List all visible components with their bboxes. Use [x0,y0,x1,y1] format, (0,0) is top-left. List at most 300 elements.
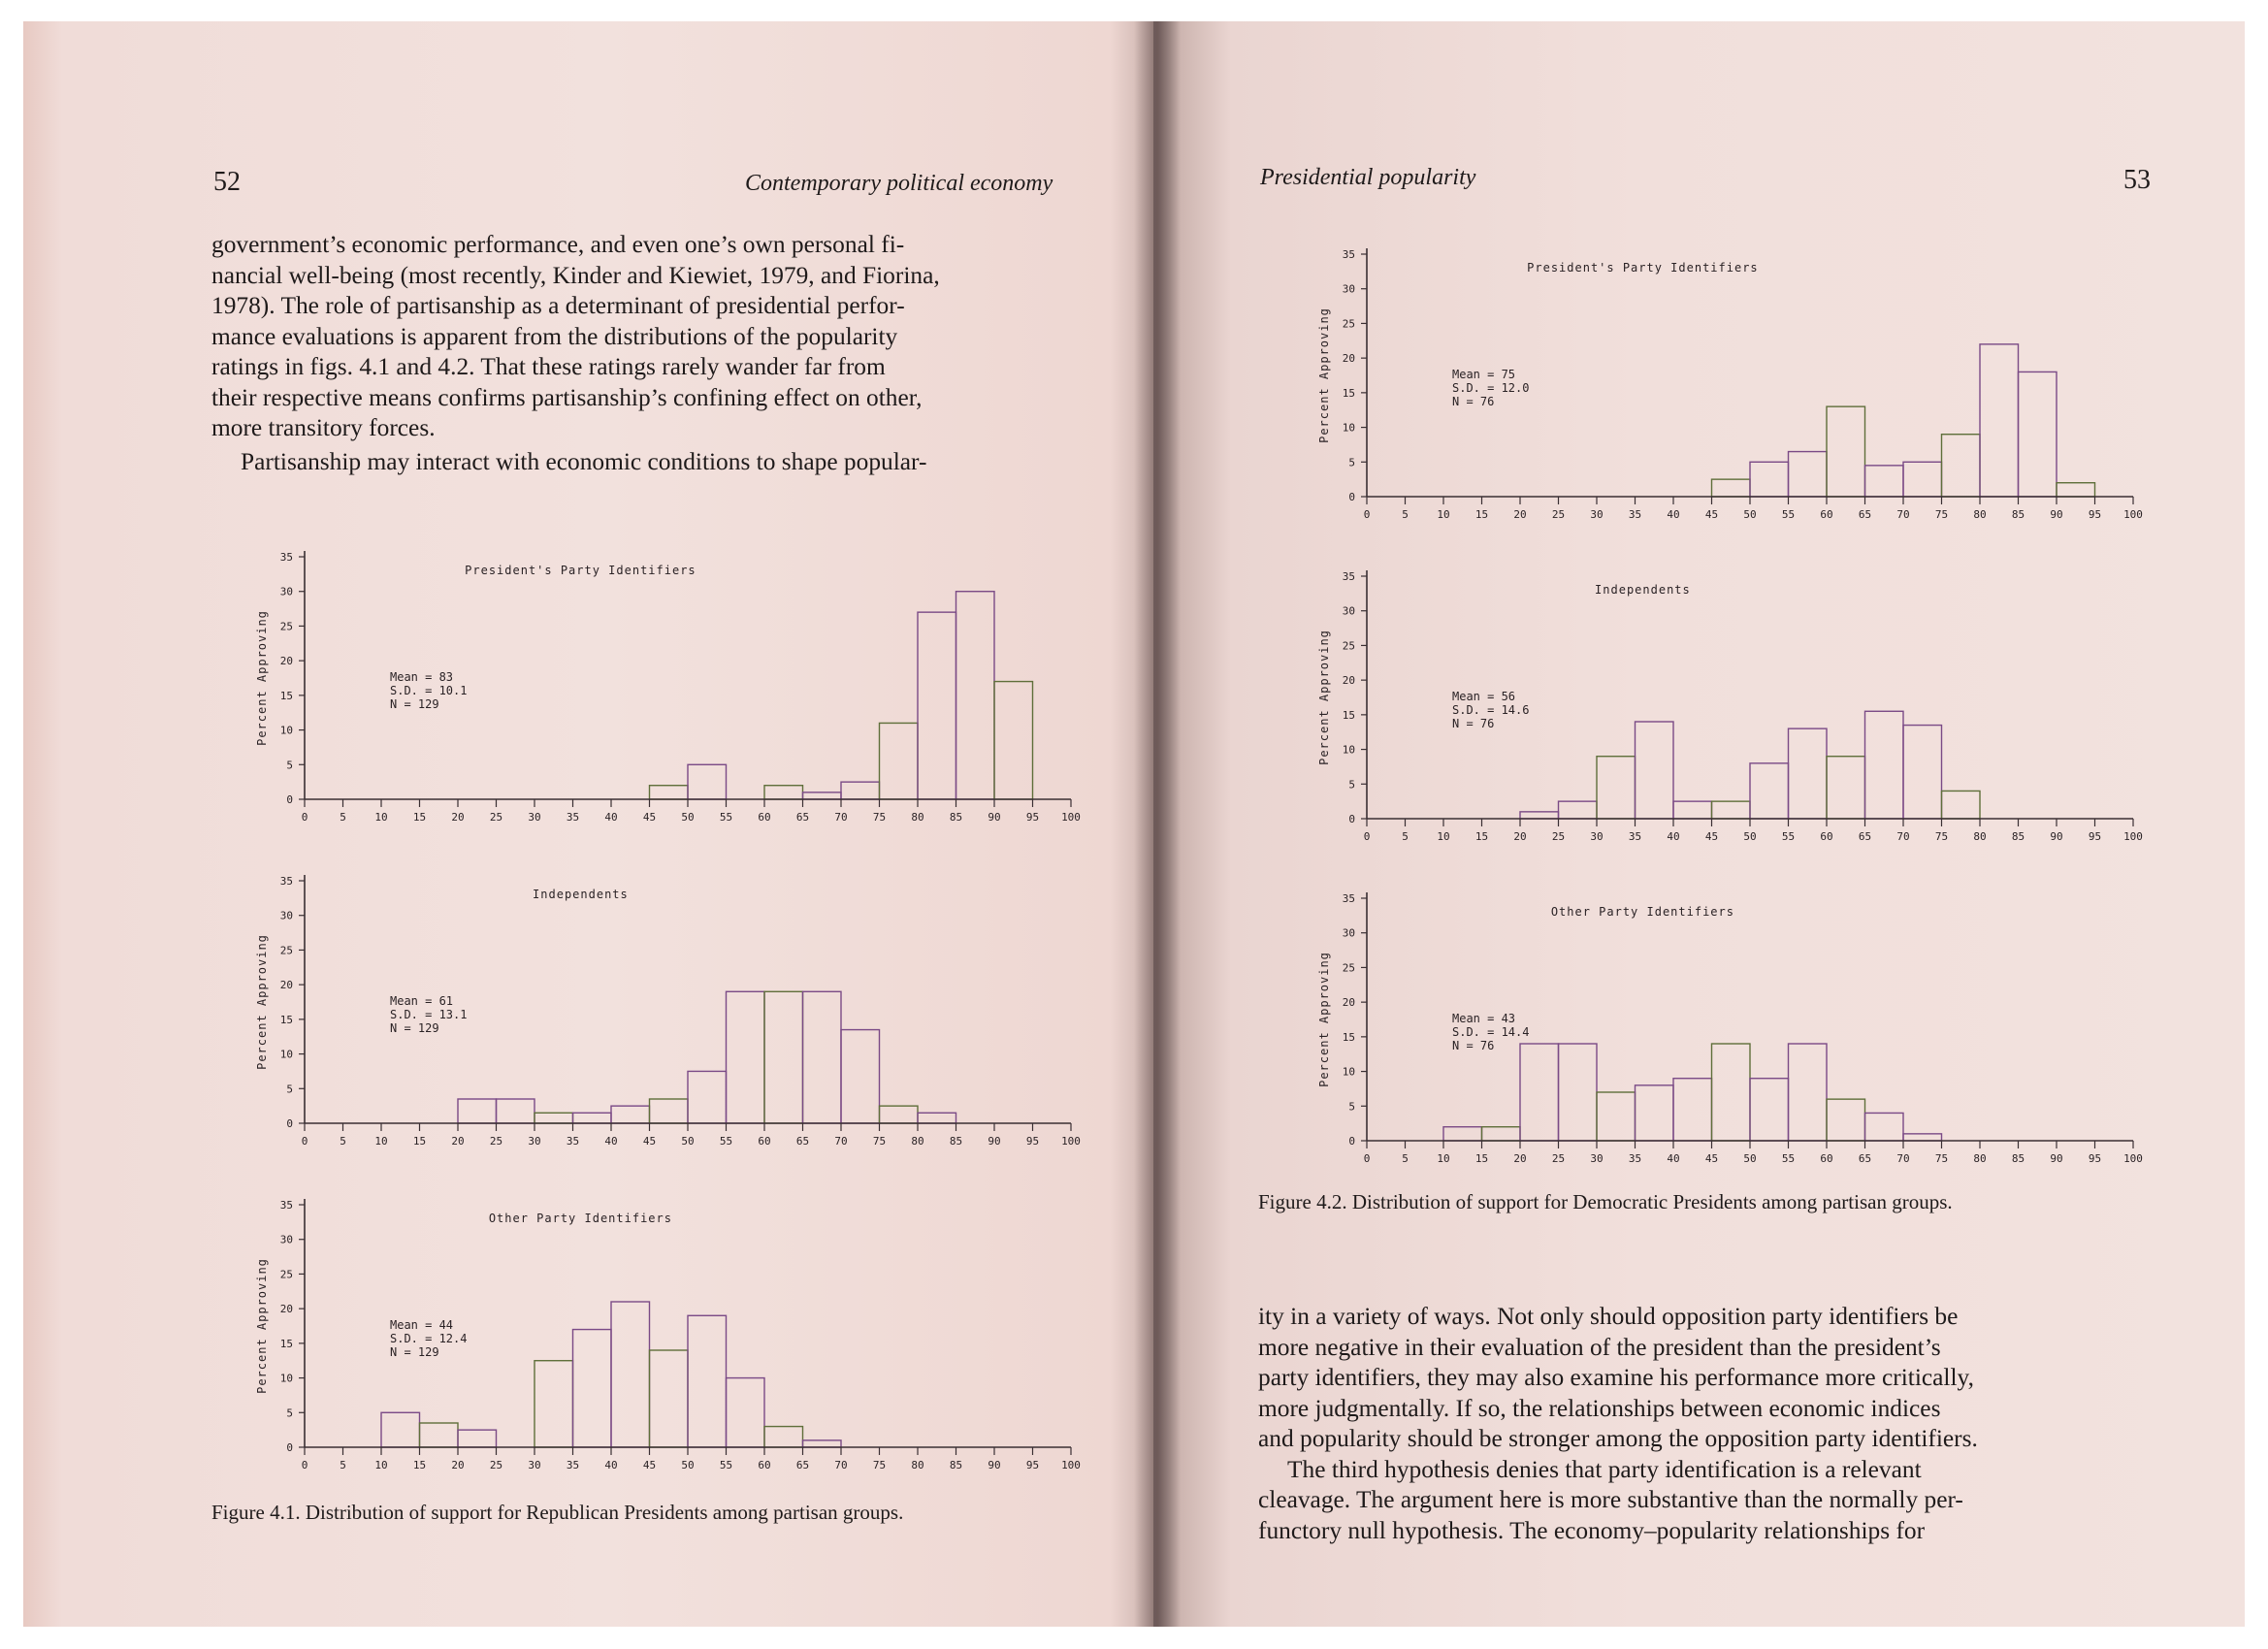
text-line: functory null hypothesis. The economy–popularity relationships for [1258,1516,1926,1544]
x-tick-label: 0 [1363,830,1371,843]
histogram-bar [1903,1134,1942,1141]
x-tick-label: 50 [681,1459,695,1471]
y-tick-label: 10 [279,724,293,737]
y-axis-label: Percent Approving [1317,307,1331,443]
y-tick-label: 35 [1342,570,1355,583]
y-tick-label: 30 [1342,604,1355,618]
x-tick-label: 35 [1628,1152,1642,1165]
x-tick-label: 15 [412,1459,427,1471]
y-tick-label: 20 [1342,352,1355,366]
summary-statistic: Mean = 83 [390,670,454,684]
x-tick-label: 80 [911,811,924,824]
x-tick-label: 95 [2088,830,2102,843]
y-tick-label: 30 [279,1233,293,1246]
histogram-bar [1789,452,1828,497]
running-head-right: Presidential popularity [1260,165,1476,190]
figure-caption-text: Distribution of support for Democratic Presidents among partisan groups. [1351,1190,1953,1213]
x-tick-label: 70 [1896,508,1910,521]
text-line: 1978). The role of partisanship as a determinant of presidential perfor- [211,292,905,319]
summary-statistic: N = 76 [1452,717,1495,730]
x-tick-label: 45 [642,1459,657,1471]
histogram-bar [1903,726,1942,819]
x-tick-label: 35 [1628,830,1642,843]
histogram-bar [803,792,842,799]
x-tick-label: 20 [1513,508,1527,521]
histogram-bar [727,991,765,1123]
y-tick-label: 25 [279,1268,293,1281]
x-tick-label: 85 [2011,508,2025,521]
histogram-bar [458,1099,497,1123]
y-tick-label: 10 [1342,743,1355,757]
y-tick-label: 30 [279,585,293,598]
histogram-bar [880,723,919,799]
y-tick-label: 15 [279,1013,293,1026]
y-tick-label: 5 [1348,778,1355,792]
summary-statistic: Mean = 61 [390,994,454,1008]
x-tick-label: 95 [2088,508,2102,521]
histogram-bar [1942,435,1981,497]
y-tick-label: 10 [279,1048,293,1061]
x-tick-label: 55 [719,811,733,824]
histogram-bar [803,1440,842,1447]
figure-caption-4-2 [1258,1189,2143,1215]
summary-statistic: N = 76 [1452,1039,1495,1052]
x-tick-label: 70 [834,811,848,824]
x-tick-label: 40 [604,811,618,824]
x-tick-label: 0 [301,1459,308,1471]
x-tick-label: 5 [340,811,346,824]
x-tick-label: 5 [340,1459,346,1471]
histogram-bar [1980,344,2019,497]
x-tick-label: 45 [642,811,657,824]
x-tick-label: 70 [834,1135,848,1148]
y-tick-label: 0 [286,1117,293,1130]
histogram-bar [994,682,1033,799]
x-tick-label: 25 [489,811,503,824]
y-tick-label: 20 [279,979,293,992]
summary-statistic: N = 76 [1452,395,1495,408]
histogram-bar [1597,757,1636,819]
x-tick-label: 60 [758,1135,771,1148]
x-tick-label: 55 [1781,830,1796,843]
summary-statistic: S.D. = 13.1 [390,1008,468,1021]
histogram-bar [1750,462,1789,497]
x-tick-label: 80 [1973,1152,1987,1165]
x-tick-label: 25 [489,1135,503,1148]
x-tick-label: 15 [1474,830,1489,843]
y-tick-label: 5 [1348,456,1355,469]
x-tick-label: 55 [1781,508,1796,521]
x-tick-label: 30 [1590,508,1604,521]
histogram-fig41-presidents-party [246,545,1100,826]
chart-title: President's Party Identifiers [465,564,697,577]
histogram-bar [803,991,842,1123]
x-tick-label: 35 [566,1135,580,1148]
x-tick-label: 100 [2123,508,2143,521]
chart-title: Other Party Identifiers [1550,905,1734,919]
histogram-fig41-independents [246,869,1100,1150]
histogram-fig42-other-party [1309,887,2162,1168]
x-tick-label: 65 [795,811,810,824]
y-tick-label: 35 [279,875,293,888]
x-tick-label: 90 [2050,508,2063,521]
y-tick-label: 5 [1348,1100,1355,1114]
x-tick-label: 95 [1025,811,1040,824]
left-page [23,21,1153,1627]
y-tick-label: 30 [1342,282,1355,296]
x-tick-label: 100 [2123,830,2143,843]
histogram-bar [841,1030,880,1123]
histogram-bar [1789,728,1828,819]
x-tick-label: 95 [2088,1152,2102,1165]
summary-statistic: S.D. = 12.0 [1452,381,1530,395]
x-tick-label: 15 [1474,1152,1489,1165]
figure-caption-4-1 [211,1500,1110,1526]
x-tick-label: 90 [988,1459,1001,1471]
x-tick-label: 10 [1437,1152,1450,1165]
x-tick-label: 60 [1820,508,1833,521]
y-tick-label: 35 [1342,248,1355,261]
histogram-bar [1942,791,1981,819]
y-tick-label: 10 [1342,1065,1355,1079]
x-tick-label: 80 [1973,830,1987,843]
y-tick-label: 5 [286,1406,293,1420]
histogram-bar [1636,1085,1674,1141]
y-tick-label: 35 [1342,892,1355,905]
x-tick-label: 20 [451,1459,465,1471]
y-tick-label: 20 [279,655,293,668]
x-tick-label: 30 [528,811,541,824]
histogram-bar [1903,462,1942,497]
left-body-lines [211,230,1110,444]
histogram-bar [1597,1092,1636,1141]
x-tick-label: 0 [301,811,308,824]
histogram-bar [458,1430,497,1447]
text-line: more judgmentally. If so, the relationships between economic indices [1258,1394,1941,1422]
histogram-bar [918,612,956,799]
page-number-right: 53 [2123,165,2151,195]
histogram-bar [688,1071,727,1123]
histogram-bar [688,764,727,799]
y-tick-label: 0 [1348,813,1355,825]
x-tick-label: 10 [1437,508,1450,521]
text-line: The third hypothesis denies that party identification is a relevant [1287,1455,1922,1483]
histogram-fig41-other-party [246,1193,1100,1474]
y-tick-label: 0 [286,1441,293,1454]
running-head-left: Contemporary political economy [745,171,1053,196]
x-tick-label: 95 [1025,1459,1040,1471]
summary-statistic: Mean = 56 [1452,690,1516,703]
histogram-bar [764,786,803,799]
x-tick-label: 50 [1743,508,1757,521]
y-tick-label: 0 [1348,491,1355,503]
x-tick-label: 70 [1896,830,1910,843]
summary-statistic: N = 129 [390,697,439,711]
x-tick-label: 5 [340,1135,346,1148]
x-tick-label: 100 [1061,1135,1081,1148]
summary-statistic: Mean = 43 [1452,1012,1516,1025]
histogram-bar [420,1423,459,1447]
x-tick-label: 35 [566,811,580,824]
histogram-bar [1520,812,1559,819]
x-tick-label: 45 [642,1135,657,1148]
x-tick-label: 90 [2050,830,2063,843]
y-tick-label: 5 [286,759,293,772]
histogram-bar [1559,1044,1598,1141]
x-tick-label: 25 [489,1459,503,1471]
histogram-bar [1750,763,1789,819]
y-tick-label: 15 [1342,708,1355,722]
x-tick-label: 65 [1858,508,1872,521]
x-tick-label: 40 [604,1135,618,1148]
text-line: mance evaluations is apparent from the distributions of the popularity [211,322,898,350]
y-tick-label: 30 [1342,926,1355,940]
text-line: nancial well-being (most recently, Kinder and Kiewiet, 1979, and Fiorina, [211,261,940,289]
chart-title: Independents [1595,583,1691,597]
chart-title: President's Party Identifiers [1527,261,1759,275]
y-tick-label: 35 [279,551,293,564]
x-tick-label: 85 [949,1135,963,1148]
histogram-bar [918,1113,956,1123]
histogram-bar [1750,1079,1789,1141]
histogram-bar [764,1427,803,1447]
figure-label: Figure 4.1. [211,1501,301,1524]
text-line: more negative in their evaluation of the president than the president’s [1258,1333,1941,1361]
histogram-bar [1865,1113,1904,1141]
histogram-bar [535,1361,573,1447]
histogram-bar [1443,1127,1482,1141]
histogram-bar [650,786,689,799]
y-tick-label: 15 [1342,386,1355,400]
y-tick-label: 25 [1342,639,1355,653]
x-tick-label: 10 [374,1135,388,1148]
x-tick-label: 20 [1513,830,1527,843]
x-tick-label: 30 [528,1135,541,1148]
summary-statistic: S.D. = 14.4 [1452,1025,1530,1039]
x-tick-label: 45 [1704,508,1719,521]
histogram-bar [727,1378,765,1447]
y-tick-label: 25 [1342,317,1355,331]
x-tick-label: 0 [1363,1152,1371,1165]
summary-statistic: S.D. = 14.6 [1452,703,1530,717]
x-tick-label: 55 [1781,1152,1796,1165]
histogram-bar [611,1106,650,1123]
y-axis-label: Percent Approving [1317,952,1331,1087]
histogram-bar [956,592,995,799]
x-tick-label: 50 [681,811,695,824]
histogram-bar [2057,483,2095,497]
text-line: ity in a variety of ways. Not only should opposition party identifiers be [1258,1303,1959,1330]
text-line: more transitory forces. [211,414,436,441]
histogram-bar [841,782,880,799]
x-tick-label: 5 [1402,508,1409,521]
text-line: Partisanship may interact with economic conditions to shape popular- [241,447,927,475]
x-tick-label: 60 [758,1459,771,1471]
y-tick-label: 20 [1342,674,1355,688]
histogram-bar [573,1113,612,1123]
histogram-bar [1673,801,1712,819]
y-tick-label: 0 [286,793,293,806]
x-tick-label: 90 [988,1135,1001,1148]
x-tick-label: 25 [1551,1152,1566,1165]
histogram-bar [1712,801,1751,819]
chart-title: Other Party Identifiers [488,1212,672,1225]
x-tick-label: 75 [1934,830,1949,843]
histogram-bar [1559,801,1598,819]
x-tick-label: 95 [1025,1135,1040,1148]
histogram-bar [1673,1079,1712,1141]
x-tick-label: 25 [1551,830,1566,843]
histogram-bar [880,1106,919,1123]
y-axis-label: Percent Approving [255,610,269,746]
x-tick-label: 10 [374,811,388,824]
x-tick-label: 80 [1973,508,1987,521]
histogram-bar [573,1330,612,1447]
x-tick-label: 20 [451,1135,465,1148]
x-tick-label: 5 [1402,1152,1409,1165]
y-tick-label: 5 [286,1083,293,1096]
x-tick-label: 30 [528,1459,541,1471]
x-tick-label: 85 [949,811,963,824]
summary-statistic: N = 129 [390,1345,439,1359]
x-tick-label: 0 [1363,508,1371,521]
x-tick-label: 60 [1820,830,1833,843]
y-tick-label: 15 [1342,1030,1355,1044]
x-tick-label: 50 [681,1135,695,1148]
histogram-bar [1520,1044,1559,1141]
summary-statistic: N = 129 [390,1021,439,1035]
x-tick-label: 20 [1513,1152,1527,1165]
x-tick-label: 50 [1743,1152,1757,1165]
histogram-bar [497,1099,535,1123]
x-tick-label: 40 [1667,508,1680,521]
y-tick-label: 20 [1342,996,1355,1010]
x-tick-label: 65 [795,1459,810,1471]
y-tick-label: 20 [279,1303,293,1316]
y-tick-label: 35 [279,1199,293,1212]
x-tick-label: 60 [758,811,771,824]
x-tick-label: 65 [795,1135,810,1148]
x-tick-label: 30 [1590,830,1604,843]
x-tick-label: 100 [1061,1459,1081,1471]
x-tick-label: 80 [911,1135,924,1148]
y-tick-label: 25 [279,620,293,633]
x-tick-label: 15 [412,811,427,824]
x-tick-label: 30 [1590,1152,1604,1165]
x-tick-label: 20 [451,811,465,824]
x-tick-label: 55 [719,1135,733,1148]
histogram-bar [650,1099,689,1123]
y-tick-label: 30 [279,909,293,922]
text-line: government’s economic performance, and even one’s own personal fi- [211,231,905,258]
histogram-fig42-presidents-party [1309,242,2162,524]
y-tick-label: 10 [279,1372,293,1385]
x-tick-label: 75 [1934,1152,1949,1165]
histogram-bar [1789,1044,1828,1141]
histogram-bar [611,1302,650,1447]
x-tick-label: 35 [566,1459,580,1471]
histogram-bar [535,1113,573,1123]
x-tick-label: 90 [988,811,1001,824]
y-tick-label: 10 [1342,421,1355,435]
left-body-text [211,230,1110,477]
y-axis-label: Percent Approving [1317,630,1331,765]
x-tick-label: 65 [1858,1152,1872,1165]
x-tick-label: 65 [1858,830,1872,843]
x-tick-label: 70 [834,1459,848,1471]
text-line: their respective means confirms partisanship’s confining effect on other, [211,383,923,411]
x-tick-label: 60 [1820,1152,1833,1165]
x-tick-label: 100 [1061,811,1081,824]
histogram-bar [1482,1127,1521,1141]
x-tick-label: 70 [1896,1152,1910,1165]
histogram-bar [1865,711,1904,819]
x-tick-label: 90 [2050,1152,2063,1165]
book-spread [23,21,2245,1627]
histogram-bar [381,1412,420,1447]
histogram-bar [1712,1044,1751,1141]
x-tick-label: 85 [2011,830,2025,843]
y-tick-label: 15 [279,689,293,702]
x-tick-label: 75 [872,1459,887,1471]
y-tick-label: 25 [279,944,293,957]
histogram-fig42-independents [1309,565,2162,846]
x-tick-label: 10 [374,1459,388,1471]
text-line: ratings in figs. 4.1 and 4.2. That these ratings rarely wander far from [211,353,886,380]
text-line: party identifiers, they may also examine his performance more critically, [1258,1364,1974,1391]
histogram-bar [2019,372,2057,497]
x-tick-label: 100 [2123,1152,2143,1165]
histogram-bar [1712,479,1751,497]
x-tick-label: 15 [412,1135,427,1148]
book-gutter-shadow [1134,21,1181,1627]
right-page [1153,21,2245,1627]
y-axis-label: Percent Approving [255,934,269,1070]
y-axis-label: Percent Approving [255,1258,269,1394]
x-tick-label: 50 [1743,830,1757,843]
histogram-bar [1636,722,1674,819]
summary-statistic: S.D. = 12.4 [390,1332,468,1345]
x-tick-label: 10 [1437,830,1450,843]
x-tick-label: 75 [1934,508,1949,521]
histogram-bar [1827,1099,1865,1141]
summary-statistic: S.D. = 10.1 [390,684,468,697]
x-tick-label: 55 [719,1459,733,1471]
chart-title: Independents [533,888,629,901]
x-tick-label: 75 [872,1135,887,1148]
histogram-bar [688,1315,727,1447]
x-tick-label: 40 [1667,830,1680,843]
figure-caption-text: Distribution of support for Republican Presidents among partisan groups. [305,1501,904,1524]
histogram-bar [764,991,803,1123]
x-tick-label: 85 [2011,1152,2025,1165]
x-tick-label: 0 [301,1135,308,1148]
y-tick-label: 25 [1342,961,1355,975]
x-tick-label: 85 [949,1459,963,1471]
x-tick-label: 40 [1667,1152,1680,1165]
y-tick-label: 0 [1348,1135,1355,1148]
x-tick-label: 35 [1628,508,1642,521]
summary-statistic: Mean = 44 [390,1318,454,1332]
text-line: cleavage. The argument here is more substantive than the normally per- [1258,1486,1963,1513]
right-body-text [1258,1302,2143,1546]
x-tick-label: 80 [911,1459,924,1471]
figure-label: Figure 4.2. [1258,1190,1347,1213]
x-tick-label: 45 [1704,1152,1719,1165]
histogram-bar [650,1350,689,1447]
x-tick-label: 45 [1704,830,1719,843]
x-tick-label: 5 [1402,830,1409,843]
